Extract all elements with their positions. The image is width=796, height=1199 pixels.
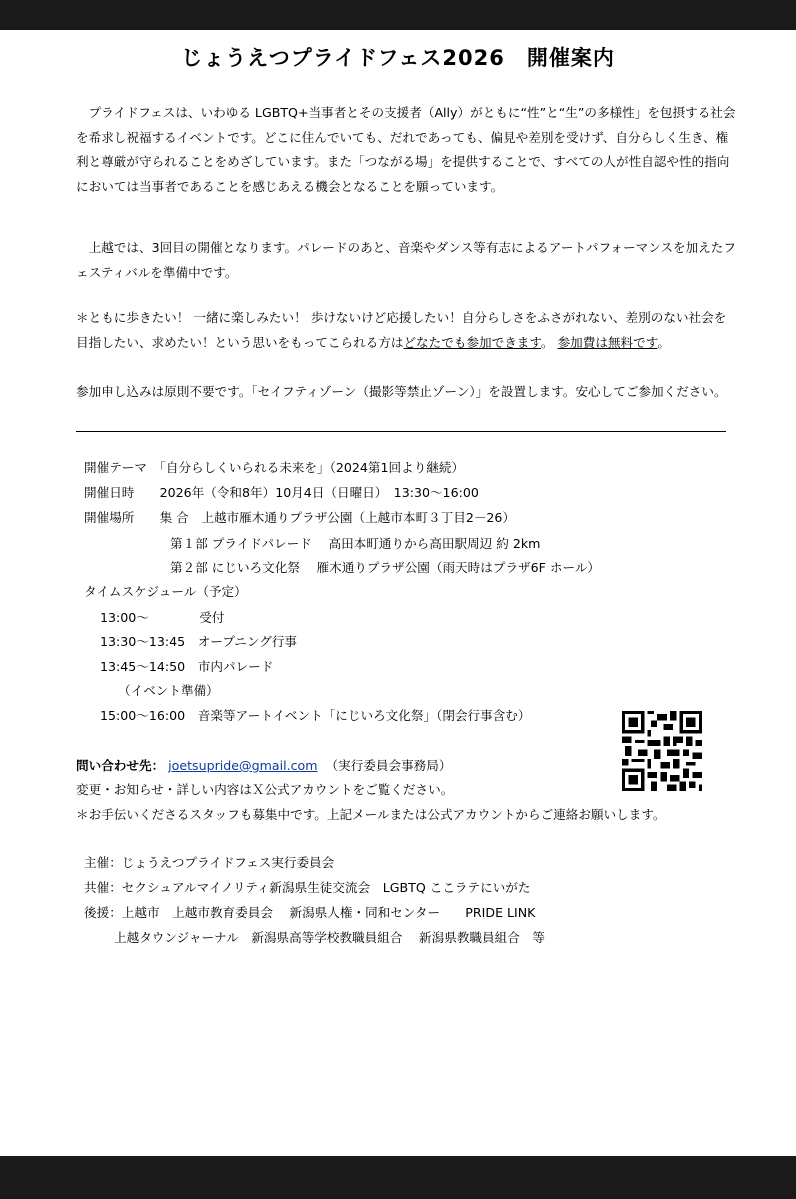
p3-mid: 。 [540,334,558,350]
event-theme: 開催テーマ 「自分らしくいられる未来を」（2024第1回より継続） [84,460,465,475]
event-venue: 開催場所 集 合 上越市雁木通りプラザ公園（上越市本町３丁目2－26） [84,510,516,525]
event-date: 開催日時 2026年（令和8年）10月4日（日曜日） 13:30～16:00 [84,485,479,500]
section-divider [76,431,726,432]
organizer-host: 主催：じょうえつプライドフェス実行委員会 [84,855,335,870]
top-frame [0,0,796,30]
contact-line [76,756,451,776]
staff-recruit-line: ＊お手伝いくださるスタッフも募集中です。上記メールまたは公式アカウントからご連絡お願いします。 [76,807,666,822]
event-part-2: 第２部 にじいろ文化祭 雁木通りプラザ公園（雨天時はプラザ6F ホール） [170,560,601,575]
page-title [0,42,796,72]
qr-code-icon[interactable] [622,711,702,791]
intro-paragraph-3 [76,306,736,355]
intro-paragraph-2: 上越では、3回目の開催となります。パレードのあと、音楽やダンス等有志によるアートパフォーマンスを加えたフェスティバルを準備中です。 [76,240,736,280]
p3-end: 。 [657,334,670,350]
event-part-1: 第１部 プライドパレード 高田本町通りから高田駅周辺 約 2km [170,536,541,551]
organizer-cohost: 共催：セクシュアルマイノリティ新潟県生徒交流会 LGBTQ ここラテにいがた [84,880,531,895]
p3-anyone: どなたでも参加できます [403,334,541,350]
intro-paragraph-4: 参加申し込みは原則不要です。「セイフティゾーン（撮影等禁止ゾーン）」を設置します。安心してご参加ください。 [76,384,727,399]
contact-office: （実行委員会事務局） [325,758,452,773]
bottom-frame [0,1156,796,1199]
title-main: じょうえつプライドフェス2026 [181,46,505,70]
organizer-support-1: 後援：上越市 上越市教育委員会 新潟県人権・同和センター PRIDE LINK [84,905,536,920]
p3-free: 参加費は無料です [557,334,658,350]
schedule-title: タイムスケジュール（予定） [84,584,247,599]
schedule-item: 13:00～ 受付 [100,610,225,625]
schedule-item: 13:30～13:45 オープニング行事 [100,634,298,649]
contact-email-link[interactable]: joetsupride@gmail.com [168,758,318,773]
schedule-item: 15:00～16:00 音楽等アートイベント「にじいろ文化祭」（閉会行事含む） [100,708,531,723]
schedule-item: 13:45～14:50 市内パレード [100,659,274,674]
schedule-item-note: （イベント準備） [118,683,219,698]
p3-pre: ＊ともに歩きたい！ 一緒に楽しみたい！ 歩けないけど応援したい！自分らしさをふさがれない、差別のない社会を目指したい、求めたい！という思いをもってこられる方は [76,310,727,350]
contact-label: 問い合わせ先： [76,758,165,773]
intro-paragraph-1: プライドフェスは、いわゆる LGBTQ+当事者とその支援者（Ally）がともに“性”と“生”の多様性」を包摂する社会を希求し祝福するイベントです。どこに住んでいても、だれであっても、偏見や差別を受けず、自分らしく生き、権利と尊厳が守られることをめざしています。また「つながる場」を提供することで、すべての人が性自認や性的指向においては当事者であることを感じあえる機会となることを願っています。 [76,105,736,194]
title-sub: 開催案内 [526,46,615,70]
organizer-support-2: 上越タウンジャーナル 新潟県高等学校教職員組合 新潟県教職員組合 等 [114,930,545,945]
notice-line: 変更・お知らせ・詳しい内容はＸ公式アカウントをご覧ください。 [76,782,454,797]
